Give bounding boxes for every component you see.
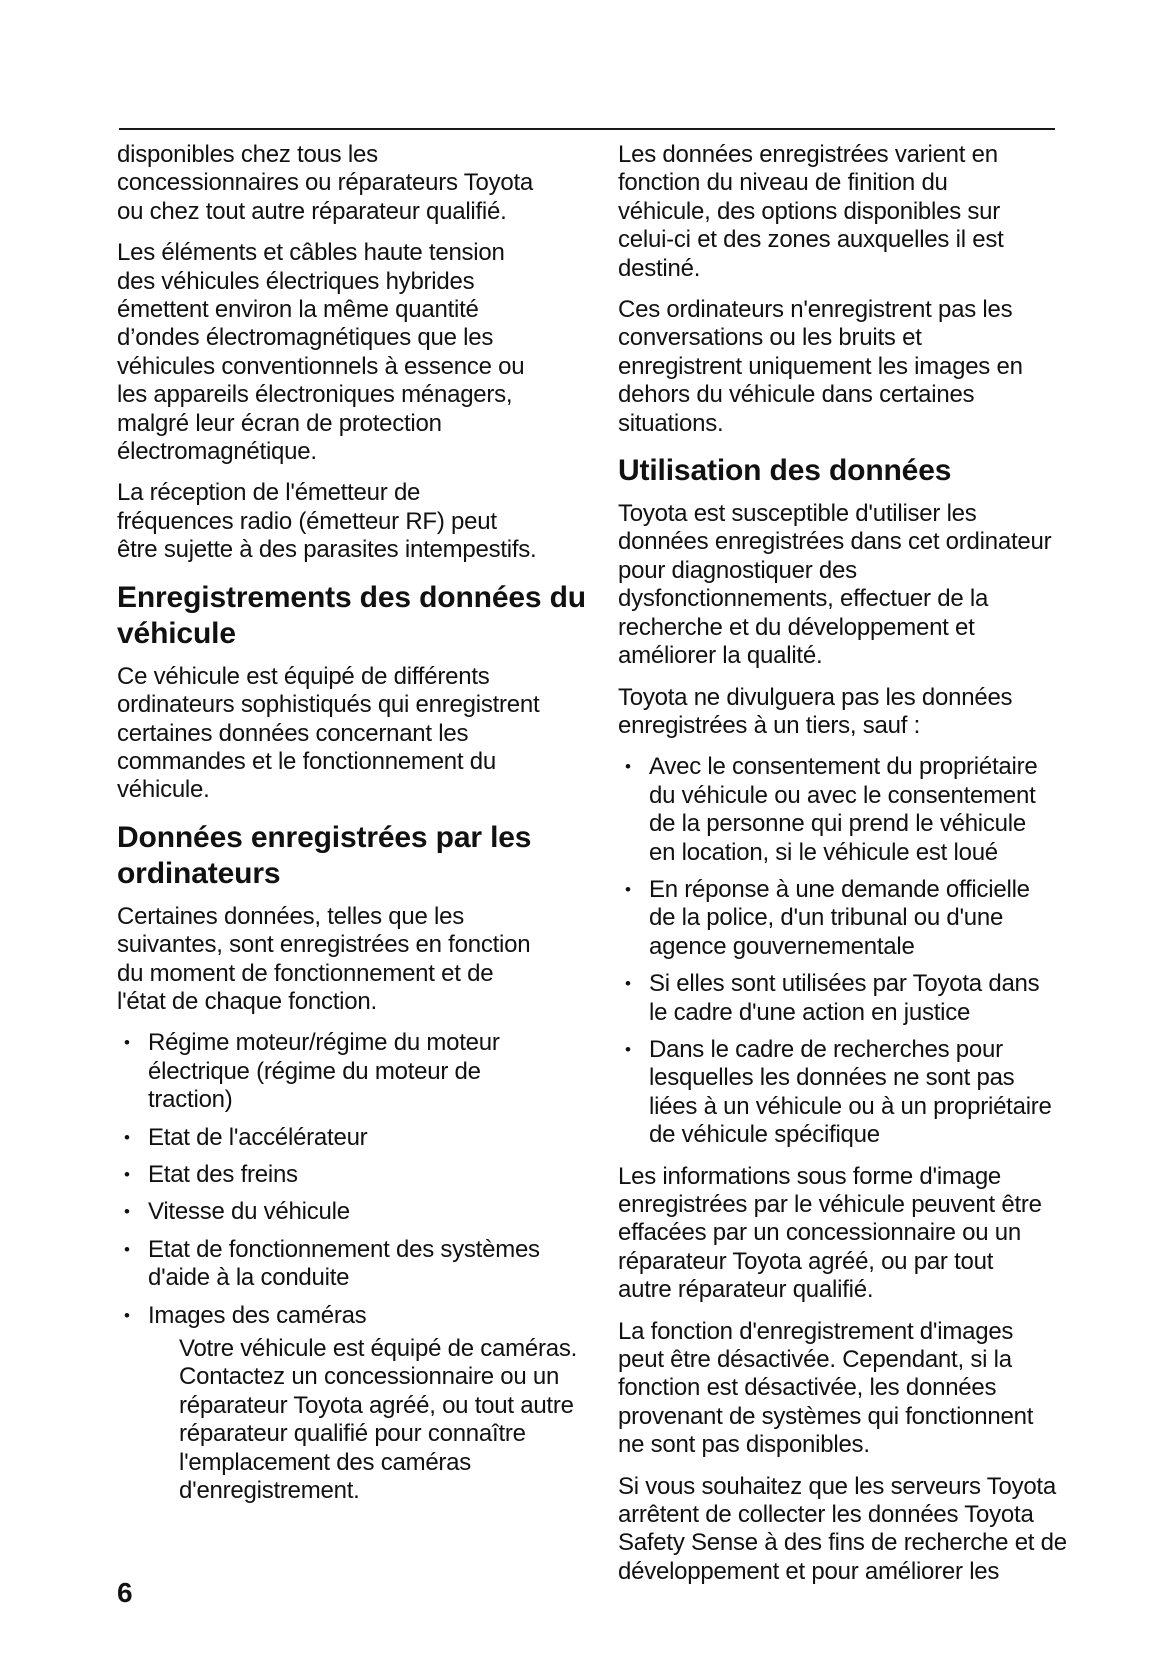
text-line: Ce véhicule est équipé de différents bbox=[117, 662, 490, 690]
paragraph bbox=[618, 141, 1073, 283]
text-line: de la police, d'un tribunal ou d'une bbox=[649, 904, 1004, 932]
text-line: améliorer la qualité. bbox=[618, 642, 823, 670]
text-line: d'enregistrement. bbox=[179, 1477, 360, 1505]
text-line: d'aide à la conduite bbox=[148, 1264, 350, 1292]
bullet-dot-icon: • bbox=[124, 1239, 130, 1259]
text-line: enregistrées à un tiers, sauf : bbox=[618, 711, 921, 739]
bullet-dot-icon: • bbox=[124, 1127, 130, 1147]
paragraph bbox=[618, 500, 1073, 670]
bullet-item bbox=[117, 1301, 578, 1506]
text-line: La réception de l'émetteur de bbox=[117, 479, 421, 507]
section-heading bbox=[117, 580, 586, 652]
text-line: certaines données concernant les bbox=[117, 719, 469, 747]
text-line: arrêtent de collecter les données Toyota bbox=[618, 1501, 1034, 1529]
bullet-dot-icon: • bbox=[625, 757, 631, 777]
text-line: le cadre d'une action en justice bbox=[649, 998, 971, 1026]
text-columns bbox=[117, 141, 1073, 1599]
bullet-text bbox=[148, 1236, 540, 1293]
text-line: concessionnaires ou réparateurs Toyota bbox=[117, 169, 534, 197]
heading-line: ordinateurs bbox=[117, 856, 281, 890]
text-line: conversations ou les bruits et bbox=[618, 324, 922, 352]
text-line: véhicule. bbox=[117, 776, 210, 804]
text-line: l'état de chaque fonction. bbox=[117, 987, 377, 1015]
text-line: électromagnétique. bbox=[117, 438, 317, 466]
text-line: données enregistrées dans cet ordinateur bbox=[618, 528, 1052, 556]
paragraph bbox=[117, 479, 555, 564]
text-line: Certaines données, telles que les bbox=[117, 902, 464, 930]
text-line: les appareils électroniques ménagers, bbox=[117, 381, 513, 409]
text-line: autre réparateur qualifié. bbox=[618, 1276, 874, 1304]
text-line: Les éléments et câbles haute tension bbox=[117, 239, 505, 267]
bullet-text bbox=[649, 1036, 1052, 1150]
bullet-item bbox=[117, 1124, 555, 1152]
text-line: provenant de systèmes qui fonctionnent bbox=[618, 1402, 1034, 1430]
text-line: Toyota ne divulguera pas les données bbox=[618, 683, 1013, 711]
text-line: dehors du véhicule dans certaines bbox=[618, 381, 975, 409]
text-line: véhicule, des options disponibles sur bbox=[618, 197, 1001, 225]
text-line: ou chez tout autre réparateur qualifié. bbox=[117, 197, 507, 225]
bullet-text bbox=[148, 1161, 298, 1189]
text-line: Etat de l'accélérateur bbox=[148, 1123, 368, 1151]
text-line: en location, si le véhicule est loué bbox=[649, 838, 998, 866]
text-line: lesquelles les données ne sont pas bbox=[649, 1064, 1015, 1092]
text-line: recherche et du développement et bbox=[618, 613, 975, 641]
heading-line: véhicule bbox=[117, 616, 236, 650]
text-line: de la personne qui prend le véhicule bbox=[649, 810, 1026, 838]
text-line: situations. bbox=[618, 409, 724, 437]
text-line: celui-ci et des zones auxquelles il est bbox=[618, 226, 1004, 254]
text-line: peut être désactivée. Cependant, si la bbox=[618, 1346, 1012, 1374]
text-line: Si vous souhaitez que les serveurs Toyota bbox=[618, 1472, 1056, 1500]
paragraph bbox=[117, 663, 555, 805]
text-line: être sujette à des parasites intempestifs. bbox=[117, 536, 537, 564]
text-line: l'emplacement des caméras bbox=[179, 1448, 472, 1476]
bullet-text bbox=[649, 753, 1038, 867]
text-line: Régime moteur/régime du moteur bbox=[148, 1029, 500, 1057]
text-line: La fonction d'enregistrement d'images bbox=[618, 1317, 1014, 1345]
bullet-item bbox=[117, 1236, 555, 1293]
bullet-item bbox=[117, 1161, 555, 1189]
bullet-item bbox=[117, 1029, 555, 1114]
bullet-dot-icon: • bbox=[124, 1202, 130, 1222]
section-heading bbox=[618, 453, 1073, 489]
text-line: Toyota est susceptible d'utiliser les bbox=[618, 500, 977, 528]
paragraph bbox=[117, 141, 555, 226]
text-line: fonction est désactivée, les données bbox=[618, 1374, 997, 1402]
text-line: ordinateurs sophistiqués qui enregistrent bbox=[117, 691, 540, 719]
text-line: suivantes, sont enregistrées en fonction bbox=[117, 931, 531, 959]
heading-line: Utilisation des données bbox=[618, 454, 952, 488]
bullet-text bbox=[148, 1198, 350, 1226]
text-line: électrique (régime du moteur de bbox=[148, 1057, 481, 1085]
text-line: Etat des freins bbox=[148, 1160, 298, 1188]
heading-line: Enregistrements des données du bbox=[117, 580, 586, 614]
text-line: des véhicules électriques hybrides bbox=[117, 267, 475, 295]
text-line: d’ondes électromagnétiques que les bbox=[117, 324, 494, 352]
text-line: développement et pour améliorer les bbox=[618, 1557, 1000, 1585]
text-line: véhicules conventionnels à essence ou bbox=[117, 352, 525, 380]
bullet-list bbox=[618, 753, 1073, 1149]
bullet-text bbox=[649, 970, 1039, 1027]
text-line: de véhicule spécifique bbox=[649, 1121, 880, 1149]
bullet-list bbox=[117, 1029, 578, 1505]
bullet-item bbox=[618, 753, 1073, 867]
text-line: Votre véhicule est équipé de caméras. bbox=[179, 1335, 578, 1362]
text-line: enregistrées par le véhicule peuvent être bbox=[618, 1191, 1042, 1218]
text-line: fréquences radio (émetteur RF) peut bbox=[117, 507, 497, 535]
text-line: Images des caméras bbox=[148, 1301, 367, 1329]
text-line: du véhicule ou avec le consentement bbox=[649, 781, 1036, 809]
text-line: disponibles chez tous les bbox=[117, 141, 378, 168]
top-divider bbox=[119, 128, 1055, 130]
text-line: Ces ordinateurs n'enregistrent pas les bbox=[618, 296, 1013, 324]
text-line: pour diagnostiquer des bbox=[618, 556, 857, 584]
text-line: dysfonctionnements, effectuer de la bbox=[618, 585, 989, 613]
text-line: effacées par un concessionnaire ou un bbox=[618, 1219, 1021, 1247]
text-line: commandes et le fonctionnement du bbox=[117, 747, 496, 775]
text-line: Etat de fonctionnement des systèmes bbox=[148, 1235, 540, 1263]
paragraph bbox=[117, 903, 555, 1017]
left-column bbox=[117, 141, 586, 1599]
text-line: Les données enregistrées varient en bbox=[618, 141, 998, 168]
bullet-dot-icon: • bbox=[625, 1039, 631, 1059]
bullet-dot-icon: • bbox=[625, 974, 631, 994]
text-line: réparateur Toyota agréé, ou tout autre bbox=[179, 1391, 574, 1419]
bullet-sub-paragraph bbox=[179, 1335, 577, 1505]
text-line: du moment de fonctionnement et de bbox=[117, 959, 494, 987]
text-line: Vitesse du véhicule bbox=[148, 1198, 350, 1226]
bullet-dot-icon: • bbox=[625, 879, 631, 899]
text-line: Si elles sont utilisées par Toyota dans bbox=[649, 970, 1040, 998]
paragraph bbox=[618, 1318, 1073, 1460]
bullet-item bbox=[618, 876, 1073, 961]
paragraph bbox=[618, 1473, 1073, 1587]
bullet-text bbox=[148, 1124, 367, 1152]
right-column bbox=[618, 141, 1073, 1599]
text-line: fonction du niveau de finition du bbox=[618, 169, 948, 197]
text-line: Safety Sense à des fins de recherche et de bbox=[618, 1529, 1067, 1557]
text-line: liées à un véhicule ou à un propriétaire bbox=[649, 1092, 1052, 1120]
bullet-dot-icon: • bbox=[124, 1305, 130, 1325]
paragraph bbox=[618, 1163, 1073, 1305]
text-line: traction) bbox=[148, 1086, 233, 1114]
bullet-item bbox=[618, 1036, 1073, 1150]
bullet-text bbox=[649, 876, 1030, 961]
bullet-item bbox=[618, 970, 1073, 1027]
bullet-dot-icon: • bbox=[124, 1164, 130, 1184]
bullet-text bbox=[148, 1029, 500, 1114]
text-line: Avec le consentement du propriétaire bbox=[649, 753, 1038, 781]
text-line: agence gouvernementale bbox=[649, 932, 915, 960]
text-line: ne sont pas disponibles. bbox=[618, 1431, 870, 1459]
bullet-dot-icon: • bbox=[124, 1033, 130, 1053]
text-line: enregistrent uniquement les images en bbox=[618, 352, 1023, 380]
text-line: réparateur Toyota agréé, ou par tout bbox=[618, 1247, 994, 1275]
text-line: En réponse à une demande officielle bbox=[649, 875, 1030, 903]
page-number: 6 bbox=[117, 1577, 133, 1608]
text-line: destiné. bbox=[618, 254, 701, 282]
bullet-item bbox=[117, 1198, 555, 1226]
bullet-text bbox=[148, 1302, 577, 1506]
text-line: Les informations sous forme d'image bbox=[618, 1162, 1002, 1190]
text-line: Contactez un concessionnaire ou un bbox=[179, 1363, 560, 1391]
text-line: malgré leur écran de protection bbox=[117, 409, 442, 437]
text-line: émettent environ la même quantité bbox=[117, 296, 479, 324]
text-line: Dans le cadre de recherches pour bbox=[649, 1035, 1003, 1063]
section-heading bbox=[117, 820, 555, 892]
paragraph bbox=[618, 296, 1073, 438]
paragraph bbox=[618, 684, 1073, 741]
heading-line: Données enregistrées par les bbox=[117, 820, 532, 854]
paragraph bbox=[117, 239, 555, 466]
text-line: réparateur qualifié pour connaître bbox=[179, 1420, 526, 1448]
